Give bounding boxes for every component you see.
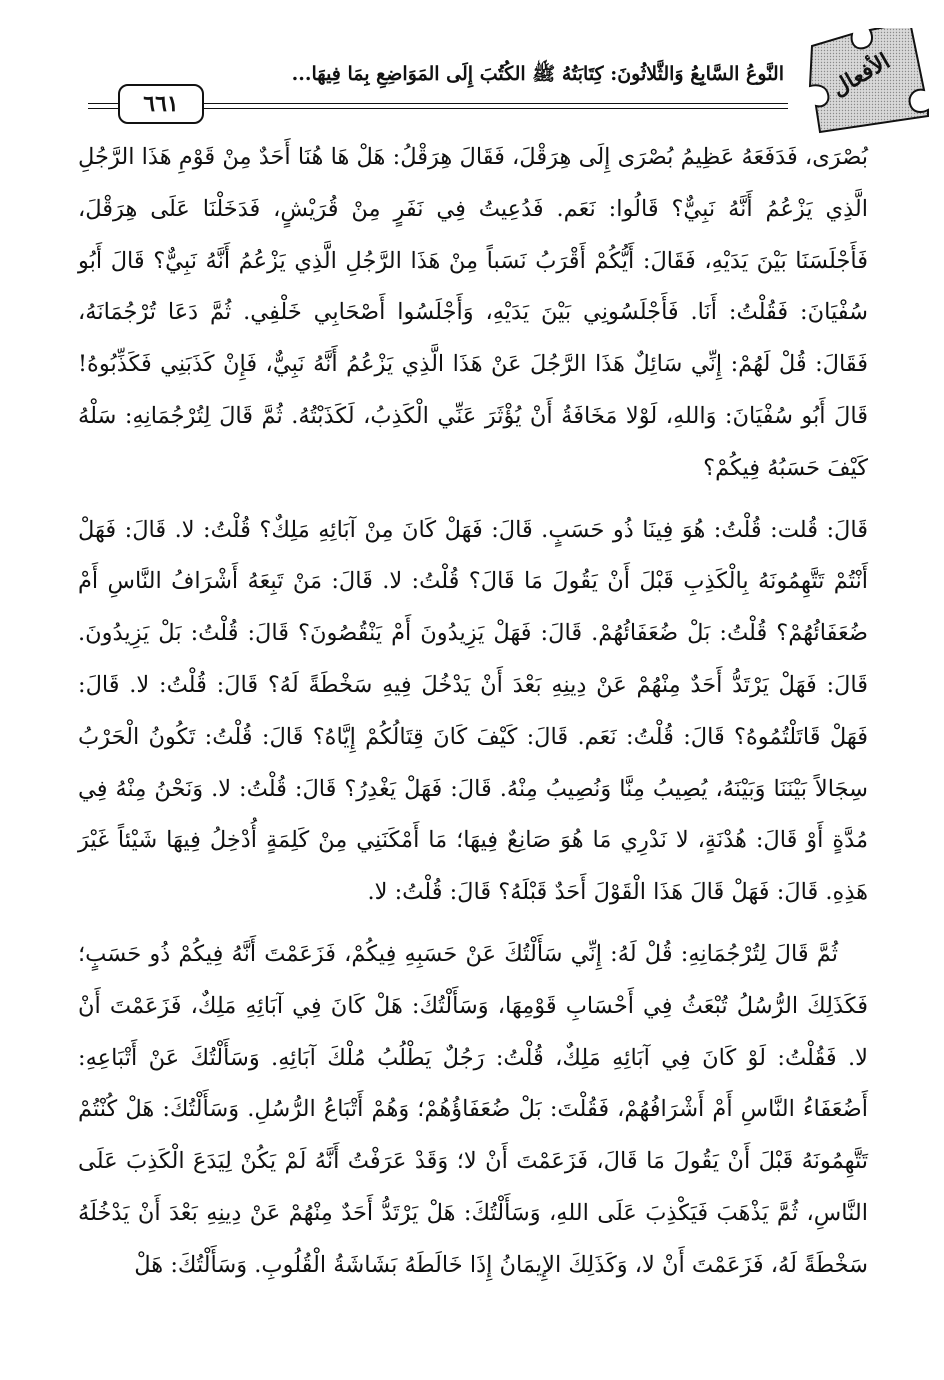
- paragraph: ثُمَّ قَالَ لِتُرْجُمَانِهِ: قُلْ لَهُ: إِنِّي سَأَلْتُكَ عَنْ حَسَبِهِ فِيكُمْ، فَزَعَمْتَ أَنَّهُ فِيكُمْ ذُو حَسَبٍ؛ فَكَذَلِكَ الرُّسُلُ تُبْعَثُ فِي أَحْسَابِ قَوْمِهَا، وَسَأَلْتُكَ: هَلْ كَانَ فِي آبَائِهِ مَلِكٌ، فَزَعَمْتَ أَنْ لا. فَقُلْتُ: لَوْ كَانَ فِي آبَائِهِ مَلِكٌ، قُلْتُ: رَجُلٌ يَطْلُبُ مُلْكَ آبَائِهِ. وَسَأَلْتُكَ عَنْ أَتْبَاعِهِ: أَضُعَفَاءُ النَّاسِ أَمْ أَشْرَافُهُمْ، فَقُلْتَ: بَلْ ضُعَفَاؤُهُمْ؛ وَهُمْ أَتْبَاعُ الرُّسُلِ. وَسَأَلْتُكَ: هَلْ كُنْتُمْ تَتَّهِمُونَهُ قَبْلَ أَنْ يَقُولَ مَا قَالَ، فَزَعَمْتَ أَنْ لا؛ وَقَدْ عَرَفْتُ أَنَّهُ لَمْ يَكُنْ لِيَدَعَ الْكَذِبَ عَلَى النَّاسِ، ثُمَّ يَذْهَبَ فَيَكْذِبَ عَلَى اللهِ، وَسَأَلْتُكَ: هَلْ يَرْتَدُّ أَحَدٌ مِنْهُمْ عَنْ دِينِهِ بَعْدَ أَنْ يَدْخُلَهُ سَخْطَةً لَهُ، فَزَعَمْتَ أَنْ لا، وَكَذَلِكَ الإِيمَانُ إِذَا خَالَطَهُ بَشَاشَةُ الْقُلُوبِ. وَسَأَلْتُكَ: هَلْ: [78, 940, 868, 1278]
- running-title: النَّوعُ السَّابِعُ وَالثَّلاثُونَ: كِتَابَتُهُ ﷺ الكُتُبَ إِلَى المَوَاضِعِ بِمَا فِيهَا...: [291, 63, 784, 85]
- section-label: الأفعال: [827, 48, 895, 102]
- page-body: [78, 132, 868, 1292]
- paragraph: قَالَ: قُلت: قُلْتُ: هُوَ فِينَا ذُو حَسَبٍ. قَالَ: فَهَلْ كَانَ مِنْ آبَائِهِ مَلِكٌ؟ قُلْتُ: لا. قَالَ: فَهَلْ أَنْتُمْ تَتَّهِمُونَهُ بِالْكَذِبِ قَبْلَ أَنْ يَقُولَ مَا قَالَ؟ قُلْتُ: لا. قَالَ: مَنْ تَبِعَهُ أَشْرَافُ النَّاسِ أَمْ ضُعَفَائُهُمْ؟ قُلْتُ: بَلْ ضُعَفَائُهُمْ. قَالَ: فَهَلْ يَزِيدُونَ أَمْ يَنْقُصُونَ؟ قَالَ: قُلْتُ: بَلْ يَزِيدُونَ. قَالَ: فَهَلْ يَرْتَدُّ أَحَدٌ مِنْهُمْ عَنْ دِينِهِ بَعْدَ أَنْ يَدْخُلَ فِيهِ سَخْطَةً لَهُ؟ قَالَ: قُلْتُ: لا. قَالَ: فَهَلْ قَاتَلْتُمُوهُ؟ قَالَ: قُلْتُ: نَعَم. قَالَ: كَيْفَ كَانَ قِتَالُكُمْ إِيَّاهُ؟ قَالَ: قُلْتُ: تَكُونُ الْحَرْبُ سِجَالاً بَيْنَنَا وَبَيْنَهُ، يُصِيبُ مِنَّا وَنُصِيبُ مِنْهُ. قَالَ: فَهَلْ يَغْدِرُ؟ قَالَ: قُلْتُ: لا. وَنَحْنُ مِنْهُ فِي مُدَّةٍ أَوْ قَالَ: هُدْنَةٍ، لا نَدْرِي مَا هُوَ صَانِعٌ فِيهَا؛ مَا أَمْكَنَنِي مِنْ كَلِمَةٍ أُدْخِلُ فِيهَا شَيْئاً غَيْرَ هَذِهِ. قَالَ: فَهَلْ قَالَ هَذَا الْقَوْلَ أَحَدٌ قَبْلَهُ؟ قَالَ: قُلْتُ: لا.: [78, 516, 868, 906]
- page-header: [0, 0, 944, 130]
- page-number: ٦٦١: [118, 84, 204, 124]
- paragraph: بُصْرَى، فَدَفَعَهُ عَظِيمُ بُصْرَى إِلَى هِرَقْلَ، فَقَالَ هِرَقْلُ: هَلْ هَا هُنَا أَحَدٌ مِنْ قَوْمِ هَذَا الرَّجُلِ الَّذِي يَزْعُمُ أَنَّهُ نَبِيٌّ؟ قَالُوا: نَعَم. فَدُعِيتُ فِي نَفَرٍ مِنْ قُرَيْشٍ، فَدَخَلْنَا عَلَى هِرَقْلَ، فَأَجْلَسَنَا بَيْنَ يَدَيْهِ، فَقَالَ: أَيُّكُمْ أَقْرَبُ نَسَباً مِنْ هَذَا الرَّجُلِ الَّذِي يَزْعُمُ أَنَّهُ نَبِيٌّ؟ قَالَ أَبُو سُفْيَانَ: فَقُلْتُ: أَنَا. فَأَجْلَسُونِي بَيْنَ يَدَيْهِ، وَأَجْلَسُوا أَصْحَابِي خَلْفِي. ثُمَّ دَعَا تُرْجُمَانَهُ، فَقَالَ: قُلْ لَهُمْ: إِنِّي سَائِلٌ هَذَا الرَّجُلَ عَنْ هَذَا الَّذِي يَزْعُمُ أَنَّهُ نَبِيٌّ، فَإِنْ كَذَبَنِي فَكَذِّبُوهُ! قَالَ أَبُو سُفْيَانَ: وَاللهِ، لَوْلا مَخَافَةُ أَنْ يُؤْثَرَ عَنِّي الْكَذِبُ، لَكَذَبْتُهُ. ثُمَّ قَالَ لِتُرْجُمَانِهِ: سَلْهُ كَيْفَ حَسَبُهُ فِيكُمْ؟: [78, 144, 868, 481]
